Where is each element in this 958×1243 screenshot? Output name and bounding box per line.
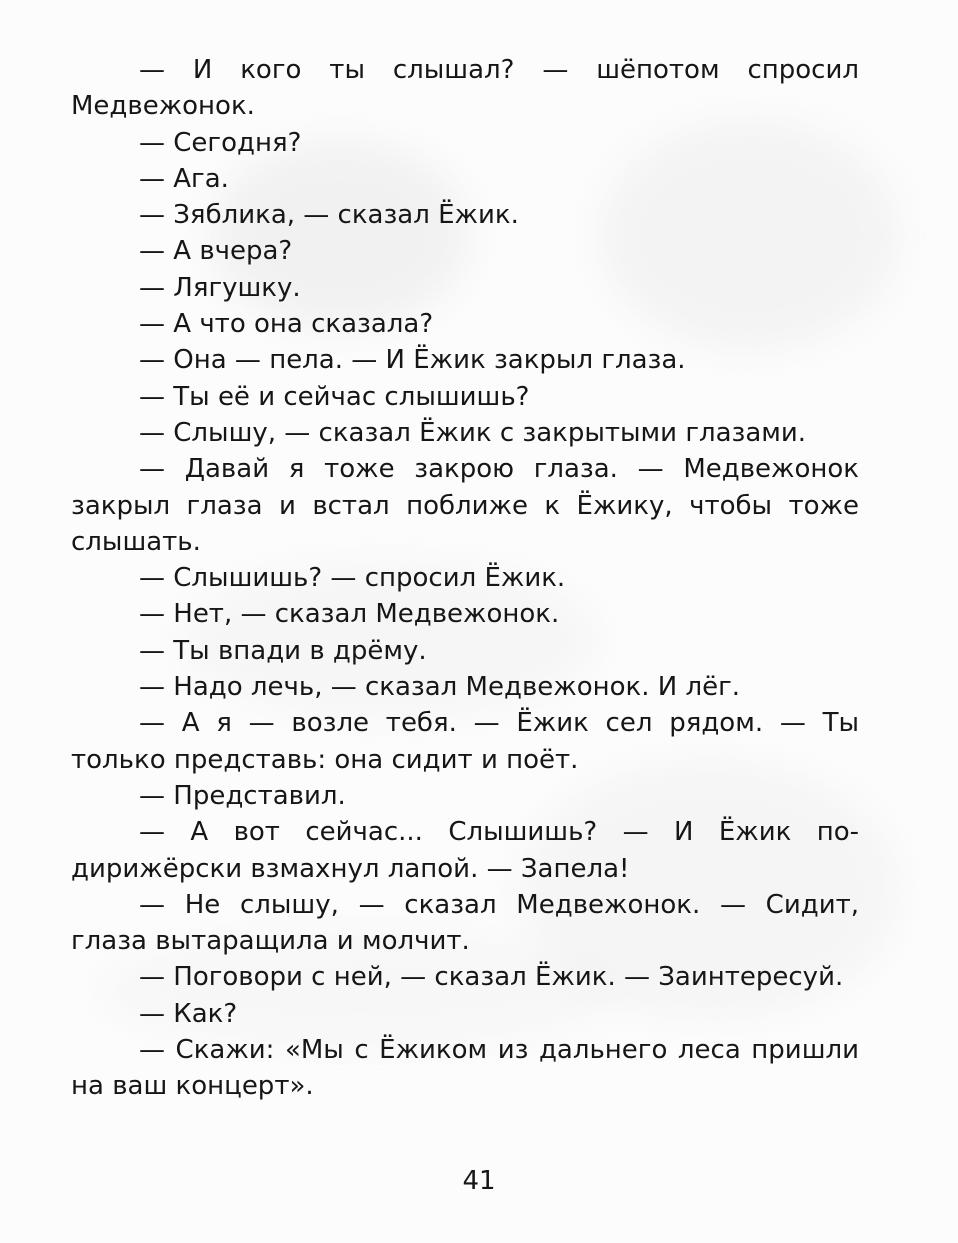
dialogue-paragraph: — Ты её и сейчас слышишь? bbox=[139, 381, 530, 412]
dialogue-paragraph: — И кого ты слышал? — шёпотом спросил Медвежонок. bbox=[71, 55, 859, 122]
dialogue-paragraph: — Сегодня? bbox=[139, 127, 302, 158]
dialogue-paragraph: — А я — возле тебя. — Ёжик сел рядом. — Ты только представь: она сидит и поёт. bbox=[71, 708, 859, 775]
dialogue-paragraph: — Она — пела. — И Ёжик закрыл глаза. bbox=[139, 345, 686, 376]
dialogue-paragraph: — Поговори с ней, — сказал Ёжик. — Заинтересуй. bbox=[139, 962, 844, 993]
dialogue-paragraph: — А вчера? bbox=[139, 236, 293, 267]
page-number: 41 bbox=[462, 1166, 496, 1196]
dialogue-paragraph: — Ага. bbox=[139, 163, 229, 194]
dialogue-paragraph: — А что она сказала? bbox=[139, 309, 434, 340]
dialogue-paragraph: — Надо лечь, — сказал Медвежонок. И лёг. bbox=[139, 672, 741, 703]
dialogue-paragraph: — А вот сейчас... Слышишь? — И Ёжик подирижёрски взмахнул лапой. — Запела! bbox=[71, 817, 859, 884]
story-text bbox=[71, 52, 859, 1105]
dialogue-paragraph: — Давай я тоже закрою глаза. — Медвежонок закрыл глаза и встал поближе к Ёжику, чтобы тоже слышать. bbox=[71, 454, 859, 557]
dialogue-paragraph: — Слышишь? — спросил Ёжик. bbox=[139, 563, 566, 594]
dialogue-paragraph: — Слышу, — сказал Ёжик с закрытыми глазами. bbox=[139, 417, 807, 448]
dialogue-paragraph: — Представил. bbox=[139, 780, 346, 811]
dialogue-paragraph: — Ты впади в дрёму. bbox=[139, 635, 427, 666]
dialogue-paragraph: — Скажи: «Мы с Ёжиком из дальнего леса пришли на ваш концерт». bbox=[71, 1035, 859, 1102]
dialogue-paragraph: — Не слышу, — сказал Медвежонок. — Сидит, глаза вытаращила и молчит. bbox=[71, 889, 859, 957]
dialogue-paragraph: — Зяблика, — сказал Ёжик. bbox=[139, 200, 519, 231]
dialogue-paragraph: — Нет, — сказал Медвежонок. bbox=[139, 599, 560, 630]
dialogue-paragraph: — Лягушку. bbox=[139, 272, 301, 303]
dialogue-paragraph: — Как? bbox=[139, 998, 238, 1029]
